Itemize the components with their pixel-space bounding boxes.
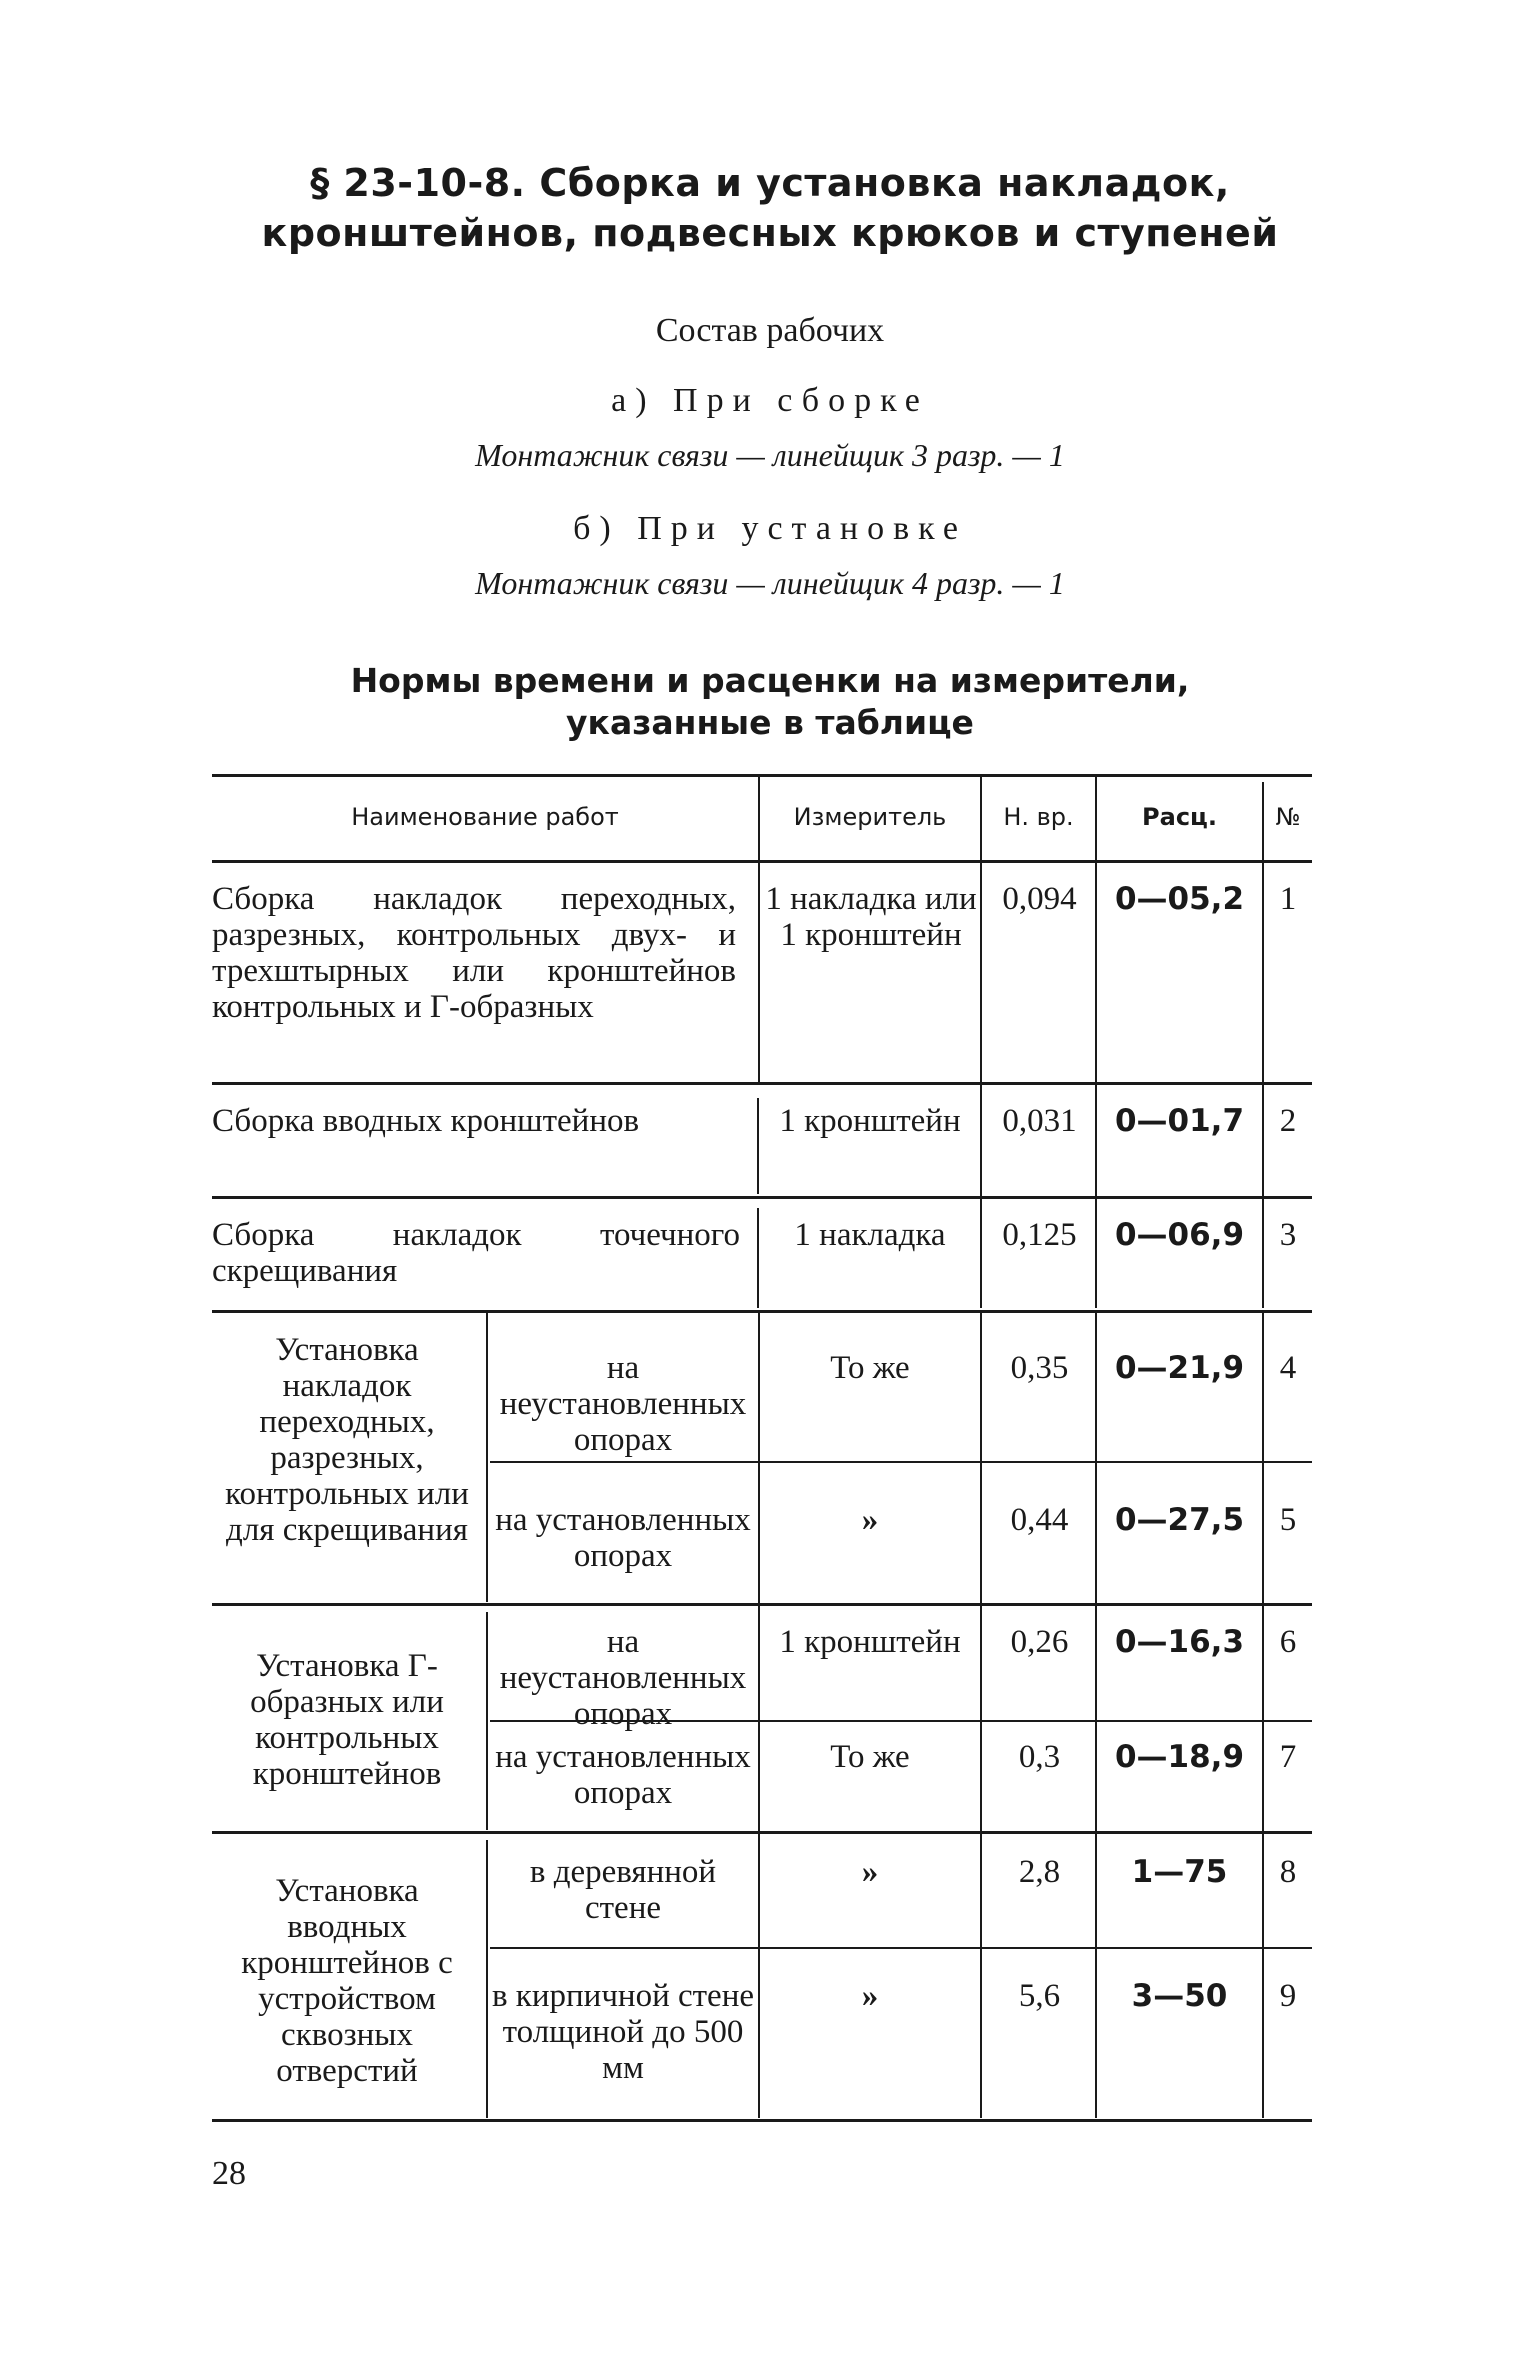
row-rule [212,1603,1312,1606]
section-title-line2: кронштейнов, подвесных крюков и ступеней [261,211,1279,255]
row-num: 2 [1279,1103,1297,1139]
row-unit: 1 накладка [794,1217,946,1253]
row-time: 0,031 [1002,1103,1077,1139]
row-work: Сборка накладок точечного скрещивания [212,1217,740,1289]
row-time: 0,094 [1002,881,1077,917]
header-rate: Расц. [1142,803,1217,831]
col-rule [980,776,982,1308]
subrow-unit: 1 кронштейн [779,1624,961,1660]
row-rule [212,1082,1312,1085]
row-num: 1 [1279,881,1297,917]
row-num: 3 [1279,1217,1297,1253]
row-work: Сборка вводных кронштейнов [212,1103,640,1139]
subrow-time: 0,3 [1018,1739,1061,1775]
row-rate: 0—01,7 [1114,1103,1245,1139]
col-rule [757,1208,759,1308]
header-bottom-rule [212,860,1312,863]
subrow-rate: 0—21,9 [1114,1350,1245,1386]
header-unit: Измеритель [793,803,947,831]
group-work: Установка накладок переходных, разрезных, контрольных или для скрещивания [225,1332,469,1548]
subrow-sub: на установленных опорах [495,1502,751,1574]
subrow-time: 0,26 [1010,1624,1069,1660]
subrow-unit: » [861,1854,879,1890]
row-unit: 1 накладка или 1 кронштейн [765,881,977,953]
subrow-sub: в кирпичной стене толщиной до 500 мм [491,1978,755,2086]
subrow-rate: 1—75 [1131,1854,1228,1890]
subrow-num: 8 [1279,1854,1297,1890]
subrow-sub: на установленных опорах [495,1739,751,1811]
row-rate: 0—05,2 [1114,881,1245,917]
subrow-unit: То же [830,1739,910,1775]
subrow-time: 0,44 [1010,1502,1069,1538]
subrow-sub: на неустановленных опорах [499,1350,747,1458]
subrow-sub: на неустановленных опорах [499,1624,747,1732]
group-work: Установка Г-образных или контрольных кронштейнов [250,1648,444,1792]
row-rule [212,1831,1312,1834]
subrow-num: 4 [1279,1350,1297,1386]
row-rule [212,1310,1312,1313]
header-work: Наименование работ [351,803,619,831]
norms-title [200,660,1340,744]
subrow-rate: 0—18,9 [1114,1739,1245,1775]
subrow-num: 6 [1279,1624,1297,1660]
install-worker: Монтажник связи — линейщик 4 разр. — 1 [475,565,1065,601]
table-top-rule [212,774,1312,777]
subrow-rule [490,1947,1312,1949]
subrow-rate: 0—27,5 [1114,1502,1245,1538]
section-title [200,158,1340,258]
subrow-rule [490,1461,1312,1463]
header-time: Н. вр. [1003,803,1074,831]
table-bottom-rule [212,2119,1312,2122]
norms-title-line1: Нормы времени и расценки на измерители, [350,661,1190,700]
norms-title-line2: указанные в таблице [566,703,974,742]
row-unit: 1 кронштейн [779,1103,961,1139]
composition-label: Состав рабочих [655,312,885,349]
col-rule [757,1098,759,1194]
subrow-unit: » [861,1978,879,2014]
subrow-rate: 3—50 [1131,1978,1228,2014]
col-rule [980,1312,982,2118]
subrow-num: 7 [1279,1739,1297,1775]
page-number: 28 [212,2155,246,2192]
install-heading: б) При установке [573,510,967,547]
row-work: Сборка накладок переходных, разрезных, контрольных двух- и трехштырных или кронштейнов контрольных и Г-образных [212,881,736,1025]
subrow-num: 5 [1279,1502,1297,1538]
subrow-unit: » [861,1502,879,1538]
section-title-line1: § 23-10-8. Сборка и установка накладок, [310,161,1230,205]
col-rule [486,1612,488,1830]
subrow-sub: в деревянной стене [529,1854,717,1926]
row-rule [212,1196,1312,1199]
subrow-time: 5,6 [1018,1978,1061,2014]
col-rule [486,1312,488,1602]
subrow-rate: 0—16,3 [1114,1624,1245,1660]
group-work: Установка вводных кронштейнов с устройством сквозных отверстий [241,1873,453,2089]
subrow-time: 0,35 [1010,1350,1069,1386]
header-num: № [1275,803,1301,831]
row-rate: 0—06,9 [1114,1217,1245,1253]
subrow-num: 9 [1279,1978,1297,2014]
row-time: 0,125 [1002,1217,1077,1253]
subrow-unit: То же [830,1350,910,1386]
subrow-time: 2,8 [1018,1854,1061,1890]
assembly-worker: Монтажник связи — линейщик 3 разр. — 1 [475,437,1065,473]
assembly-heading: а) При сборке [611,382,929,419]
